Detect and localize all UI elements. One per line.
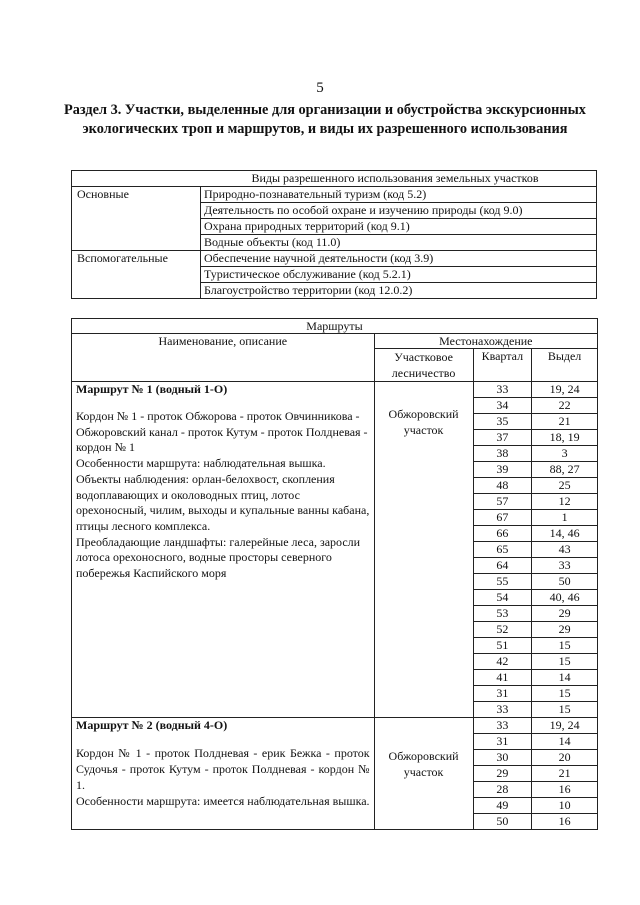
quarter-cell: 57	[473, 494, 532, 510]
quarter-cell: 35	[473, 414, 532, 430]
uses-row	[72, 187, 597, 203]
section-cell: 3	[532, 446, 598, 462]
quarter-cell: 54	[473, 590, 532, 606]
page-number: 5	[316, 80, 324, 96]
quarter-cell: 39	[473, 462, 532, 478]
section-cell: 50	[532, 574, 598, 590]
uses-item: Деятельность по особой охране и изучению природы (код 9.0)	[201, 203, 597, 219]
route-description-cell	[72, 718, 375, 830]
routes-title: Маршруты	[72, 319, 598, 334]
section-cell: 12	[532, 494, 598, 510]
uses-item: Благоустройство территории (код 12.0.2)	[201, 283, 597, 299]
section-cell: 16	[532, 782, 598, 798]
quarter-cell: 53	[473, 606, 532, 622]
routes-header-row	[72, 334, 598, 349]
route-forestry: Обжоровский участок	[388, 407, 459, 437]
route-description: Кордон № 1 - проток Обжорова - проток Овчинникова - Обжоровский канал - проток Кутум - проток Полдневая - кордон № 1 Особенности маршрута: наблюдательная вышка. Объекты наблюдения: орлан-белохвост, скопления водоплавающих и околоводных птиц, лотос орехоносный, чилим, выходы и купальные ванны кабана, птицы лесного комплекса. Преобладающие ландшафты: галерейные леса, заросли лотоса орехоносного, водные просторы северного побережья Каспийского моря	[76, 409, 370, 581]
uses-item: Туристическое обслуживание (код 5.2.1)	[201, 267, 597, 283]
quarter-cell: 31	[473, 686, 532, 702]
section-cell: 21	[532, 766, 598, 782]
quarter-cell: 41	[473, 670, 532, 686]
uses-row	[72, 251, 597, 267]
section-cell: 14	[532, 670, 598, 686]
quarter-cell: 67	[473, 510, 532, 526]
quarter-cell: 55	[473, 574, 532, 590]
permitted-uses-table	[71, 170, 597, 299]
route-forestry-cell	[374, 382, 473, 718]
route-name: Маршрут № 1 (водный 1-О)	[76, 382, 228, 396]
section-cell: 22	[532, 398, 598, 414]
col-header-section: Выдел	[532, 349, 598, 382]
section-cell: 40, 46	[532, 590, 598, 606]
quarter-cell: 28	[473, 782, 532, 798]
uses-item: Обеспечение научной деятельности (код 3.9)	[201, 251, 597, 267]
section-cell: 10	[532, 798, 598, 814]
quarter-cell: 49	[473, 798, 532, 814]
quarter-cell: 50	[473, 814, 532, 830]
section-cell: 14	[532, 734, 598, 750]
quarter-cell: 33	[473, 382, 532, 398]
quarter-cell: 66	[473, 526, 532, 542]
quarter-cell: 52	[473, 622, 532, 638]
section-cell: 43	[532, 542, 598, 558]
route-row	[72, 382, 598, 398]
col-header-forestry: Участковое лесничество	[374, 349, 473, 382]
uses-group-label: Вспомогательные	[72, 251, 201, 299]
section-cell: 88, 27	[532, 462, 598, 478]
section-cell: 15	[532, 638, 598, 654]
uses-header-row	[72, 171, 597, 187]
quarter-cell: 31	[473, 734, 532, 750]
section-heading: Раздел 3. Участки, выделенные для организации и обустройства экскурсионных экологических троп и маршрутов, и виды их разрешенного использования	[64, 102, 586, 137]
quarter-cell: 37	[473, 430, 532, 446]
section-cell: 19, 24	[532, 718, 598, 734]
quarter-cell: 33	[473, 718, 532, 734]
section-cell: 19, 24	[532, 382, 598, 398]
section-cell: 29	[532, 606, 598, 622]
route-forestry-cell	[374, 718, 473, 830]
route-name: Маршрут № 2 (водный 4-О)	[76, 718, 228, 732]
col-header-name: Наименование, описание	[72, 334, 375, 382]
quarter-cell: 48	[473, 478, 532, 494]
uses-group-label: Основные	[72, 187, 201, 251]
section-cell: 25	[532, 478, 598, 494]
quarter-cell: 34	[473, 398, 532, 414]
section-cell: 20	[532, 750, 598, 766]
section-cell: 14, 46	[532, 526, 598, 542]
route-forestry: Обжоровский участок	[388, 749, 459, 779]
quarter-cell: 29	[473, 766, 532, 782]
section-cell: 21	[532, 414, 598, 430]
route-description: Кордон № 1 - проток Полдневая - ерик Бежка - проток Судочья - проток Кутум - проток Полдневая - кордон № 1. Особенности маршрута: имеется наблюдательная вышка.	[76, 746, 370, 808]
quarter-cell: 51	[473, 638, 532, 654]
section-cell: 1	[532, 510, 598, 526]
col-header-quarter: Квартал	[473, 349, 532, 382]
col-header-location: Местонахождение	[374, 334, 597, 349]
section-cell: 18, 19	[532, 430, 598, 446]
section-cell: 15	[532, 686, 598, 702]
uses-item: Охрана природных территорий (код 9.1)	[201, 219, 597, 235]
section-cell: 16	[532, 814, 598, 830]
quarter-cell: 65	[473, 542, 532, 558]
routes-title-row	[72, 319, 598, 334]
routes-table	[71, 318, 598, 830]
route-description-cell	[72, 382, 375, 718]
quarter-cell: 33	[473, 702, 532, 718]
section-cell: 15	[532, 654, 598, 670]
quarter-cell: 38	[473, 446, 532, 462]
section-cell: 29	[532, 622, 598, 638]
section-cell: 33	[532, 558, 598, 574]
uses-item: Природно-познавательный туризм (код 5.2)	[201, 187, 597, 203]
uses-item: Водные объекты (код 11.0)	[201, 235, 597, 251]
section-cell: 15	[532, 702, 598, 718]
quarter-cell: 42	[473, 654, 532, 670]
uses-header-cell: Виды разрешенного использования земельных участков	[72, 171, 597, 187]
quarter-cell: 64	[473, 558, 532, 574]
route-row	[72, 718, 598, 734]
quarter-cell: 30	[473, 750, 532, 766]
